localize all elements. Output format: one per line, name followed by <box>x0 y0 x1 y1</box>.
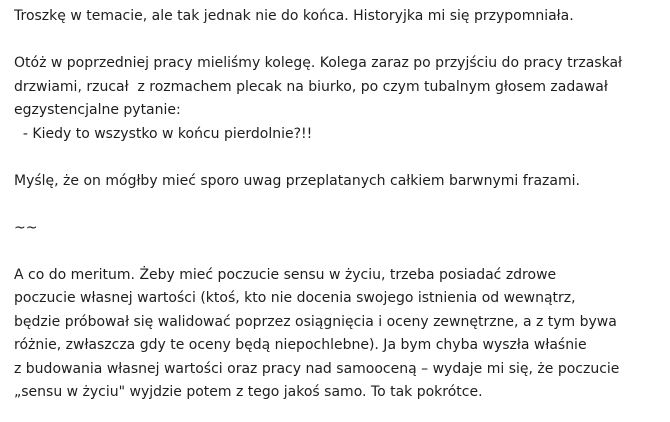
text-line: Troszkę w temacie, ale tak jednak nie do końca. Historyjka mi się przypomniała. <box>14 8 574 24</box>
separator-line: ~~ <box>14 219 38 236</box>
text-line: egzystencjalne pytanie: <box>14 102 181 118</box>
text-line: drzwiami, rzucał z rozmachem plecak na biurko, po czym tubalnym głosem zadawał <box>14 78 608 95</box>
text-line: Otóż w poprzedniej pracy mieliśmy kolegę. Kolega zaraz po przyjściu do pracy trzaskał <box>14 55 622 71</box>
text-line: A co do meritum. Żeby mieć poczucie sensu w życiu, trzeba posiadać zdrowe <box>14 266 557 283</box>
text-line: z budowania własnej wartości oraz pracy nad samooceną – wydaje mi się, że poczucie <box>14 360 620 377</box>
text-line: - Kiedy to wszystko w końcu pierdolnie?!! <box>14 125 313 142</box>
blank-line <box>14 29 664 53</box>
text-line: poczucie własnej wartości (ktoś, kto nie docenia swojego istnienia od wewnątrz, <box>14 290 576 306</box>
document-body <box>14 5 664 405</box>
text-line: Myślę, że on mógłby mieć sporo uwag przeplatanych całkiem barwnymi frazami. <box>14 172 580 189</box>
blank-line <box>14 193 664 217</box>
blank-line <box>14 146 664 170</box>
text-line: będzie próbował się walidować poprzez osiągnięcia i oceny zewnętrzne, a z tym bywa <box>14 313 617 330</box>
text-line: różnie, zwłaszcza gdy te oceny będą niepochlebne). Ja bym chyba wyszła właśnie <box>14 337 587 353</box>
text-line: „sensu w życiu" wyjdzie potem z tego jakoś samo. To tak pokrótce. <box>14 384 483 400</box>
blank-line <box>14 240 664 264</box>
